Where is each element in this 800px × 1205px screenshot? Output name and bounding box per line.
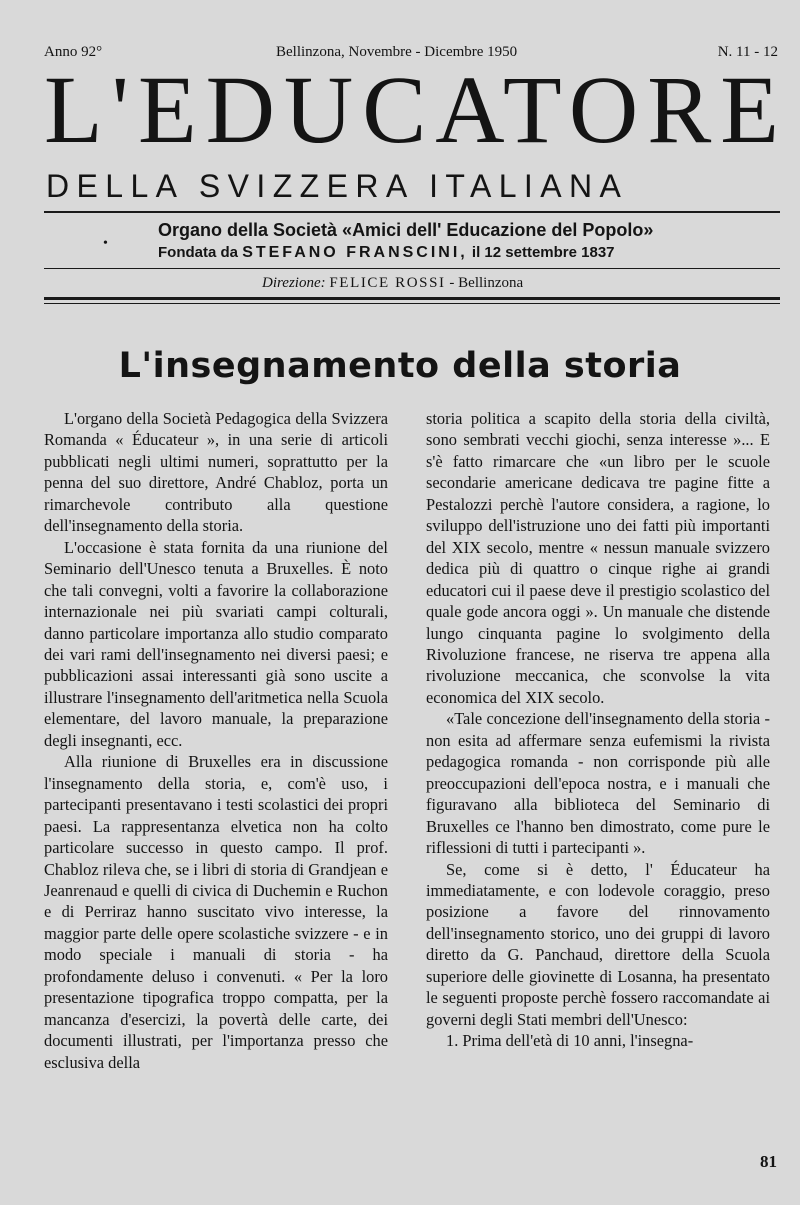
founded-date: il 12 settembre 1837 <box>471 244 615 261</box>
organ-rule <box>44 268 780 269</box>
direction-label: Direzione: <box>262 275 326 291</box>
issue-number: N. 11 - 12 <box>717 44 778 60</box>
masthead-subtitle: DELLA SVIZZERA ITALIANA <box>46 168 629 204</box>
column-left <box>44 408 388 1073</box>
masthead-title: L'EDUCATORE <box>44 56 788 163</box>
paragraph: 1. Prima dell'età di 10 anni, l'insegna- <box>446 1031 694 1051</box>
founder-name: STEFANO FRANSCINI, <box>242 244 468 261</box>
direction-line <box>262 275 523 292</box>
header-rule-top <box>44 297 780 300</box>
paragraph: Alla riunione di Bruxelles era in discussione l'insegnamento della storia, e, com'è uso, i partecipanti presentavano i testi scolastici dei propri paesi. La rappresentanza elvetica non ha colto particolare successo in questo campo. Il prof. Chabloz rileva che, se i libri di storia di Grandjean e Jeanrenaud e quelli di civica di Duchemin e Ruchon e di Perriraz hanno suscitato vivo interesse, la maggior parte delle opere scolastiche svizzere - e in modo speciale i manuali di storia - ha profondamente deluso i convenuti. « Per la loro presentazione tipografica troppo compatta, per la mancanza d'esercizi, la povertà delle carte, dei documenti illustrati, per l'importanza presso che esclusiva della <box>44 752 388 1072</box>
paragraph: storia politica a scapito della storia della civiltà, sono sembrati vecchi giochi, senza interesse »... E s'è fatto rimarcare che «un libro per le scuole secondarie americane dedicava tre pagine fitte a Pestalozzi perchè l'autore considera, a ragione, lo sviluppo dell'istruzione uno dei fatti più importanti del XIX secolo, mentre « nessun manuale svizzero dedica più di quattro o cinque righe ai grandi educatori cui il paese deve il prestigio scolastico del quale gode ancora oggi ». Un manuale che distende lungo cinquanta pagine lo svolgimento della Rivoluzione francese, ne riserva tre appena alla rivoluzione meccanica, che sconvolse la vita economica del XIX secolo. <box>426 409 770 707</box>
page-number: 81 <box>760 1152 777 1171</box>
founded-line <box>158 244 615 262</box>
column-right <box>426 408 770 1052</box>
direction-place: - Bellinzona <box>449 275 524 291</box>
volume-label: Anno 92° <box>44 44 103 60</box>
paragraph: «Tale concezione dell'insegnamento della storia - non esita ad affermare senza eufemismi la rivista pedagogica romanda - non corrisponde più alle preoccupazioni dell'epoca nostra, e i manuali che figuravano alla biblioteca del Seminario di Bruxelles ce l'hanno ben dimostrato, come pure le riflessioni di tutti i partecipanti ». <box>426 709 770 858</box>
dateline: Bellinzona, Novembre - Dicembre 1950 <box>276 44 518 60</box>
header-rule-bottom <box>44 303 780 304</box>
director-name: FELICE ROSSI <box>329 275 446 291</box>
organ-line: Organo della Società «Amici dell' Educazione del Popolo» <box>158 220 654 240</box>
masthead-rule <box>44 211 780 213</box>
paragraph: L'organo della Società Pedagogica della Svizzera Romanda « Éducateur », in una serie di articoli pubblicati negli ultimi numeri, soprattutto per la penna del suo direttore, André Chabloz, porta un rimarchevole contributo alla questione dell'insegnamento della storia. <box>44 409 388 536</box>
article-title: L'insegnamento della storia <box>118 346 682 386</box>
founded-prefix: Fondata da <box>158 244 239 261</box>
paragraph: L'occasione è stata fornita da una riunione del Seminario dell'Unesco tenuta a Bruxelles. È noto che tali convegni, volti a favorire la collaborazione internazionale nei più svariati campi colturali, danno particolare importanza allo studio comparato dei vari rami dell'insegnamento nei diversi paesi; e pubblicazioni assai interessanti già sono uscite a illustrare l'insegnamento dell'aritmetica nella Scuola elementare, del lavoro manuale, la preparazione degli insegnanti, ecc. <box>44 537 388 750</box>
bullet-dot: • <box>103 236 108 251</box>
paragraph: Se, come si è detto, l' Éducateur ha immediatamente, e con lodevole coraggio, preso posizione a favore del rinnovamento dell'insegnamento storico, uno dei gruppi di lavoro diretto da G. Panchaud, direttore della Scuola superiore delle giovinette di Losanna, ha presentato le seguenti proposte perchè fossero raccomandate ai governi degli Stati membri dell'Unesco: <box>426 859 770 1029</box>
